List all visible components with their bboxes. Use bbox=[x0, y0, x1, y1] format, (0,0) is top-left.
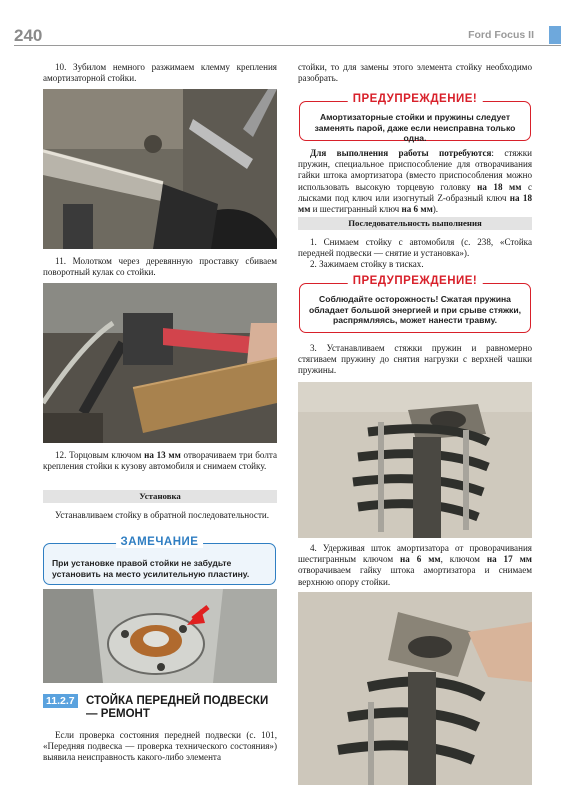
step-3-text: 3. Устанавливаем стяжки пружин и равномерно стягиваем пружину до снятия нагрузки с верхней чашки пружины. bbox=[298, 343, 532, 376]
install-heading: Установка bbox=[43, 490, 277, 503]
tools-text-part: ). bbox=[432, 204, 439, 215]
step-12-size: на 13 мм bbox=[144, 450, 181, 460]
step-4-size: на 17 мм bbox=[486, 554, 532, 565]
step-2-text: 2. Зажимаем стойку в тисках. bbox=[310, 259, 424, 269]
photo-upper-mount-removal bbox=[298, 592, 532, 785]
warning-2-text: Соблюдайте осторожность! Сжатая пружина обладает большой энергией и при срыве стяжки, распрямляясь, может нанести травму. bbox=[308, 294, 522, 326]
photo-chisel-strut-clamp-image bbox=[43, 89, 277, 249]
step-12-text-part: отворачиваем три болта крепления стойки к кузову автомобиля и снимаем стойку. bbox=[43, 450, 277, 472]
tools-size: на 18 мм bbox=[298, 192, 532, 215]
photo-spring-compressors-image bbox=[298, 382, 532, 538]
tools-text-part: : стяжки пружин, специальное приспособление для отворачивания гайки штока амортизатора (вместо приспособления можно использовать высокую торцевую головку bbox=[298, 148, 532, 192]
photo-chisel-strut-clamp bbox=[43, 89, 277, 249]
note-box bbox=[43, 536, 276, 585]
sequence-heading: Последовательность выполнения bbox=[298, 217, 532, 230]
step-4-text-part: 4. Удерживая шток амортизатора от проворачивания шестигранным ключом bbox=[298, 543, 532, 565]
warning-box-1 bbox=[299, 93, 531, 144]
photo-reinforcement-plate-image bbox=[43, 589, 277, 683]
section-number: 11.2.7 bbox=[43, 694, 78, 708]
intro-text: стойки, то для замены этого элемента стойку необходимо разобрать. bbox=[298, 62, 532, 84]
warning-1-title: ПРЕДУПРЕЖДЕНИЕ! bbox=[348, 93, 483, 105]
page-header bbox=[0, 0, 577, 46]
warning-box-2 bbox=[299, 275, 531, 333]
page-tab-marker bbox=[549, 26, 561, 44]
step-12-text-part: 12. Торцовым ключом bbox=[55, 450, 145, 460]
book-title: Ford Focus II bbox=[468, 29, 534, 41]
tools-text-part: с лысками под ключ или изогнутый Z-образный ключ bbox=[298, 181, 532, 203]
photo-spring-compressors bbox=[298, 382, 532, 538]
note-title: ЗАМЕЧАНИЕ bbox=[116, 536, 204, 548]
tools-text-part: и шестигранный ключ bbox=[310, 204, 402, 215]
section-text: Если проверка состояния передней подвески (с. 101, «Передняя подвеска — проверка технического состояния») выявила неисправность какого-либо элемента bbox=[43, 730, 277, 763]
step-10-text: 10. Зубилом немного разжимаем клемму крепления амортизаторной стойки. bbox=[43, 62, 277, 84]
step-11-text: 11. Молотком через деревянную проставку сбиваем поворотный кулак со стойки. bbox=[43, 256, 277, 278]
header-rule bbox=[14, 45, 561, 46]
tools-lead: Для выполнения работы потребуются bbox=[310, 148, 492, 158]
section-title: СТОЙКА ПЕРЕДНЕЙ ПОДВЕСКИ — РЕМОНТ bbox=[86, 695, 269, 720]
step-4-text bbox=[298, 543, 532, 588]
step-4-size: на 6 мм bbox=[400, 554, 441, 565]
page-number: 240 bbox=[14, 26, 43, 45]
photo-hammer-knuckle-image bbox=[43, 283, 277, 443]
warning-1-text: Амортизаторные стойки и пружины следует заменять парой, даже если неисправна только одна. bbox=[314, 112, 516, 144]
install-text: Устанавливаем стойку в обратной последовательности. bbox=[55, 510, 270, 520]
step-4-text-part: отворачиваем гайку штока амортизатора и снимаем верхнюю опору стойки. bbox=[298, 565, 532, 587]
tools-text bbox=[298, 148, 532, 215]
step-1-text: 1. Снимаем стойку с автомобиля (с. 238, «Стойка передней подвески — снятие и установка»). bbox=[298, 237, 532, 259]
warning-2-title: ПРЕДУПРЕЖДЕНИЕ! bbox=[348, 275, 483, 287]
tools-size: на 18 мм bbox=[477, 181, 522, 192]
step-12-text bbox=[43, 450, 277, 472]
tools-size: на 6 мм bbox=[401, 204, 433, 215]
photo-reinforcement-plate bbox=[43, 589, 277, 683]
photo-hammer-knuckle bbox=[43, 283, 277, 443]
note-text: При установке правой стойки не забудьте установить на место усилительную пластину. bbox=[52, 558, 250, 579]
photo-upper-mount-removal-image bbox=[298, 592, 532, 785]
step-4-text-part: , ключом bbox=[440, 554, 487, 565]
